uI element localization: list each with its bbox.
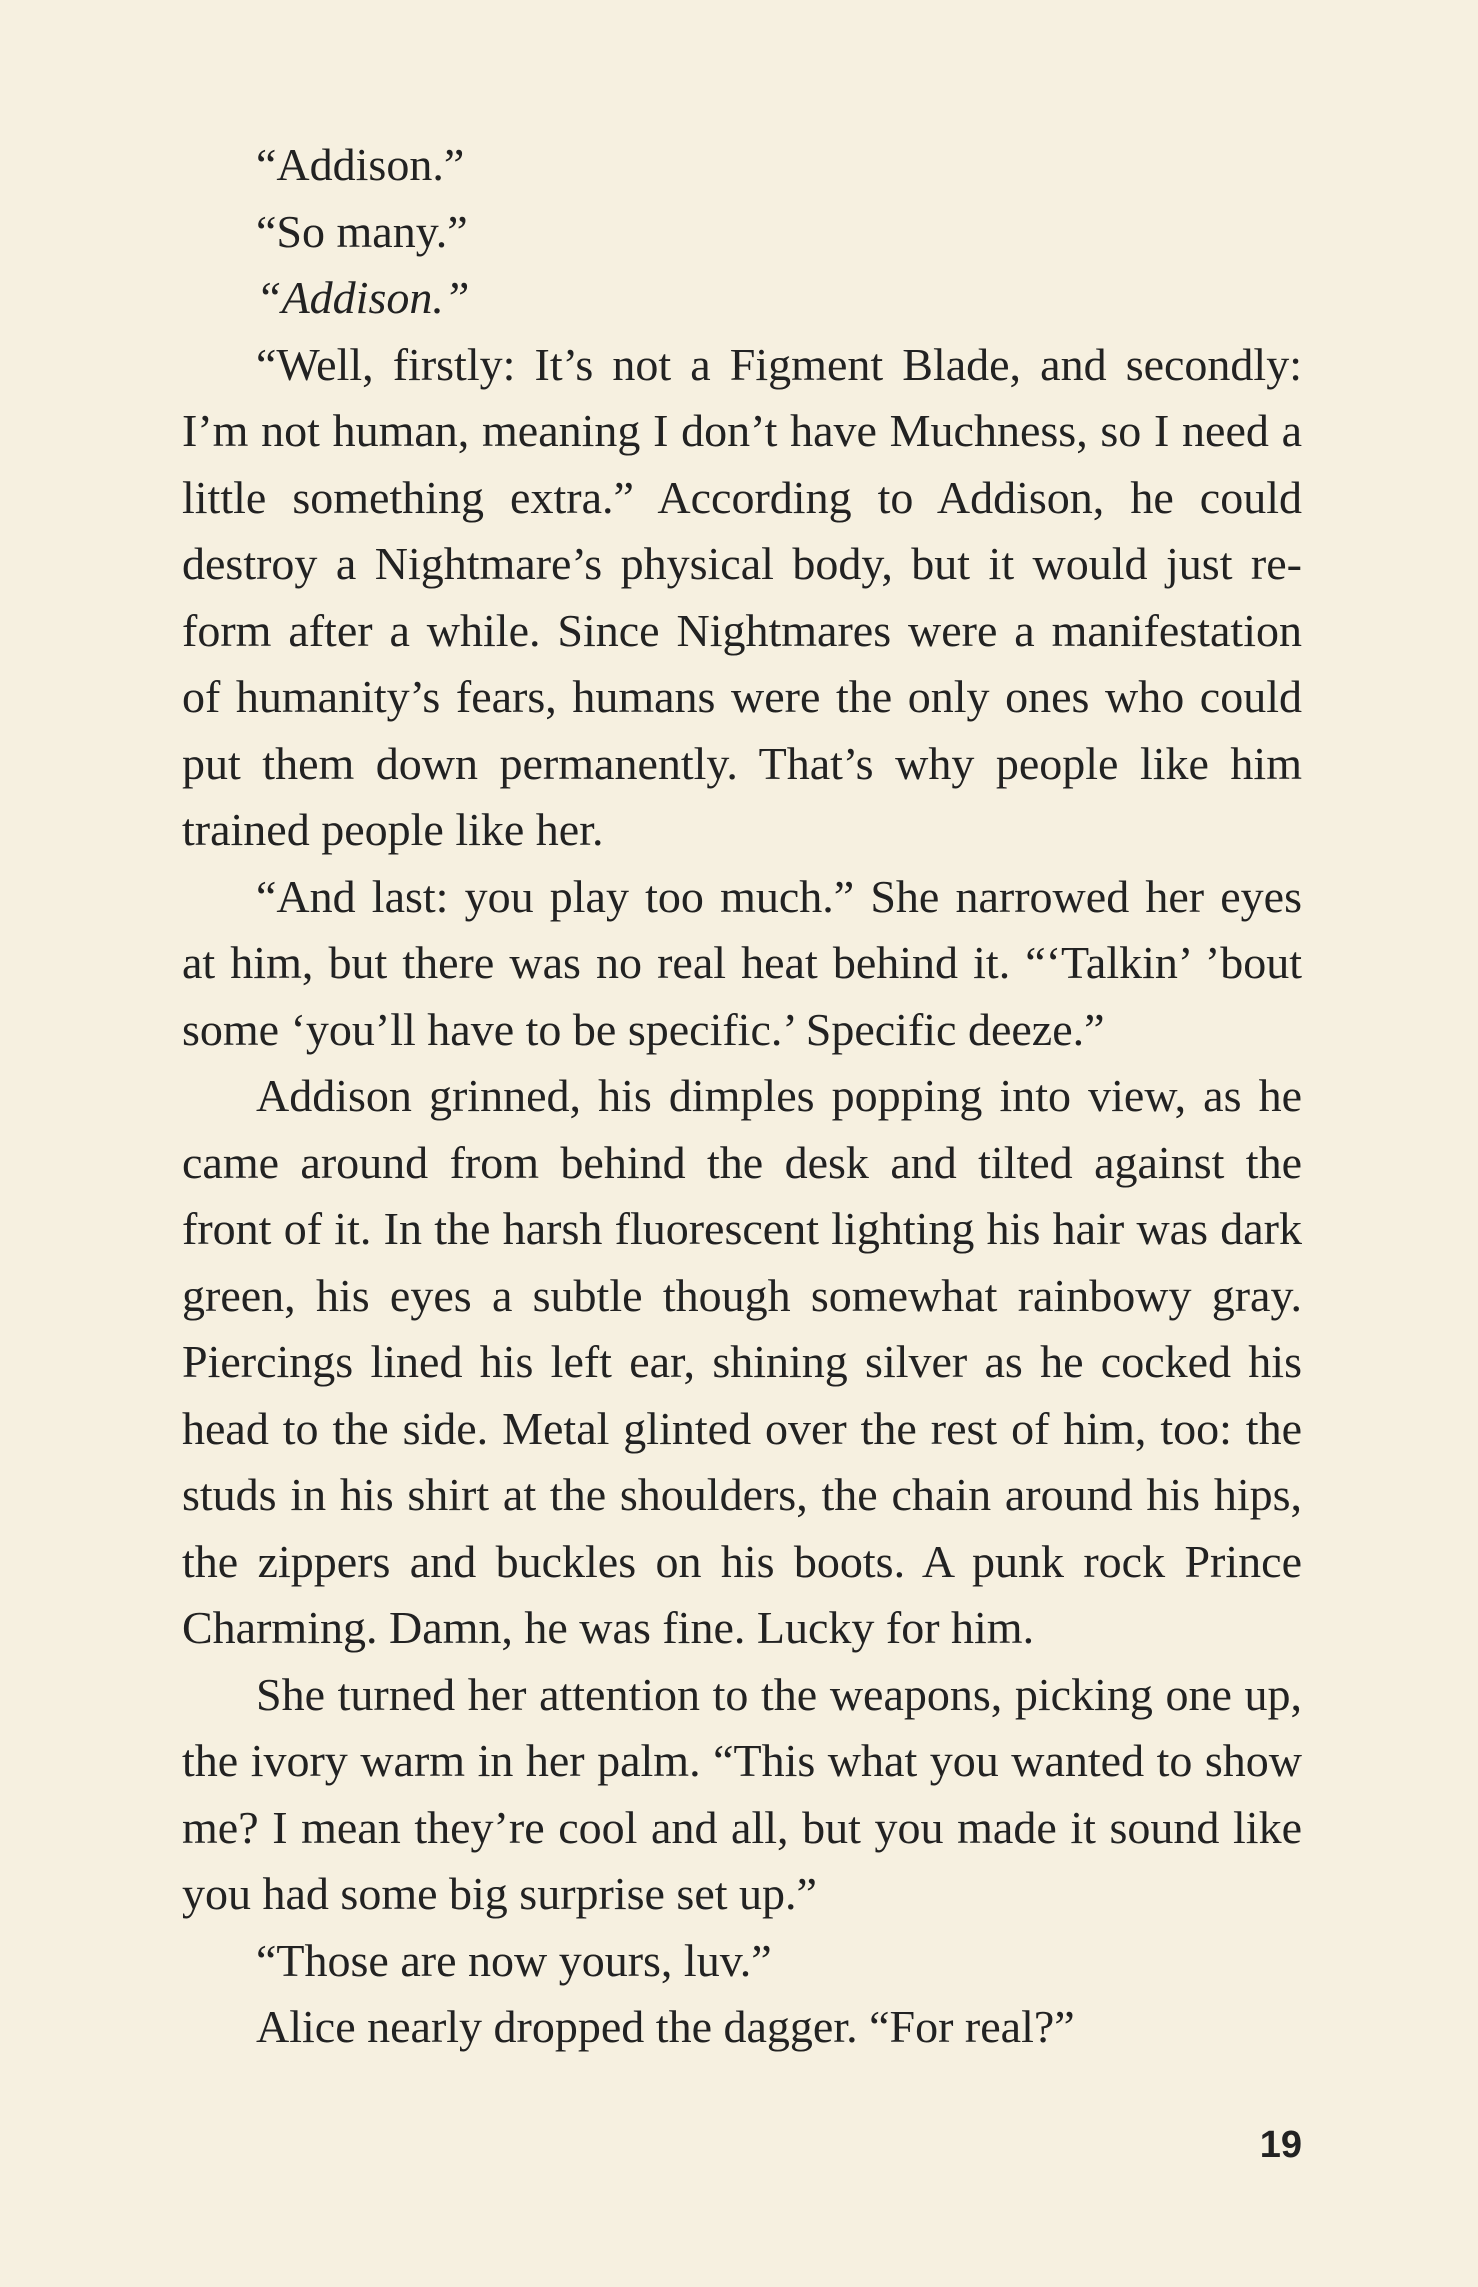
paragraph-3: “Addison.” [256, 272, 470, 323]
paragraph-9: Alice nearly dropped the dagger. “For real?” [256, 2001, 1075, 2052]
paragraph-6: Addison grinned, his dimples popping into view, as he came around from behind the desk and tilted against the front of it. In the harsh fluorescent lighting his hair was dark green, his eyes a subtle though somewhat rainbowy gray. Piercings lined his left ear, shining silver as he cocked his head to the side. Metal glinted over the rest of him, too: the studs in his shirt at the shoulders, the chain around his hips, the zippers and buckles on his boots. A punk rock Prince Charming. Damn, he was fine. Lucky for him. [182, 1070, 1302, 1653]
body-text [182, 132, 1302, 2061]
paragraph-4: “Well, firstly: It’s not a Figment Blade, and secondly: I’m not human, meaning I don’t have Muchness, so I need a little something extra.” According to Addison, he could destroy a Nightmare’s physical body, but it would just re-form after a while. Since Nightmares were a manifestation of humanity’s fears, humans were the only ones who could put them down permanently. That’s why people like him trained people like her. [182, 338, 1302, 855]
paragraph-7: She turned her attention to the weapons, picking one up, the ivory warm in her palm. “This what you wanted to show me? I mean they’re cool and all, but you made it sound like you had some big surprise set up.” [182, 1668, 1302, 1919]
paragraph-8: “Those are now yours, luv.” [256, 1934, 772, 1986]
page-number: 19 [1259, 2124, 1302, 2166]
paragraph-5: “And last: you play too much.” She narrowed her eyes at him, but there was no real heat behind it. “‘Talkin’ ’bout some ‘you’ll have to be specific.’ Specific deeze.” [182, 870, 1302, 1055]
paragraph-1: “Addison.” [256, 139, 465, 190]
paragraph-2: “So many.” [256, 205, 468, 257]
